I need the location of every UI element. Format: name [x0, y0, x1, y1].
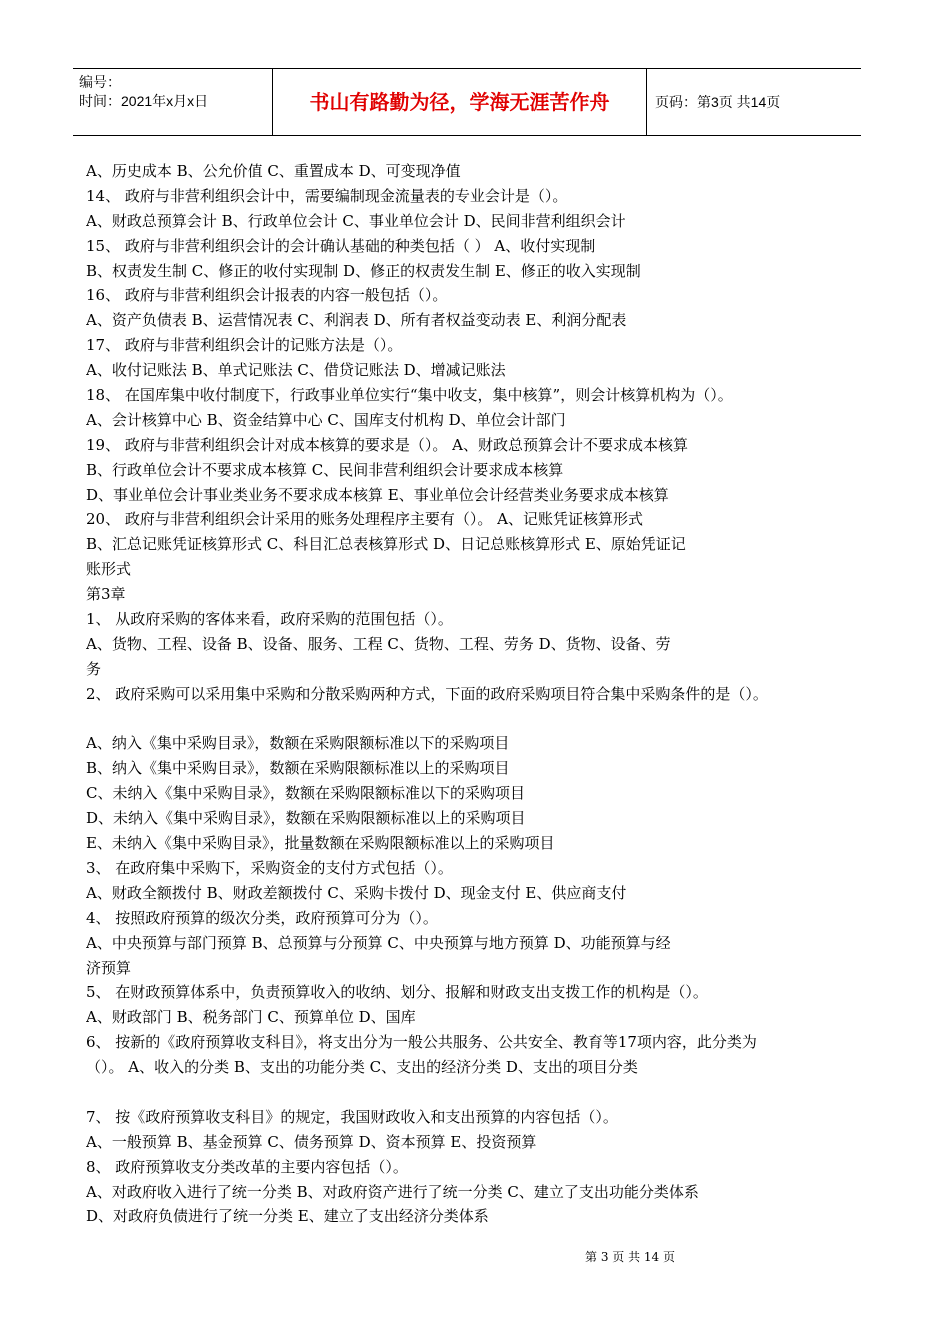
header-meta — [73, 69, 273, 135]
text-line: 8、 政府预算收支分类改革的主要内容包括（）。 — [86, 1157, 408, 1176]
text-line: D、对政府负债进行了统一分类 E、建立了支出经济分类体系 — [86, 1207, 489, 1226]
text-line: 19、 政府与非营利组织会计对成本核算的要求是（）。 A、财政总预算会计不要求成本核算 — [86, 435, 688, 454]
text-line: （）。 A、收入的分类 B、支出的功能分类 C、支出的经济分类 D、支出的项目分类 — [86, 1058, 638, 1077]
text-line: A、货物、工程、设备 B、设备、服务、工程 C、货物、工程、劳务 D、货物、设备、劳 — [86, 634, 671, 653]
text-line: A、纳入《集中采购目录》，数额在采购限额标准以下的采购项目 — [86, 734, 510, 753]
text-line: D、事业单位会计事业类业务不要求成本核算 E、事业单位会计经营类业务要求成本核算 — [86, 485, 669, 504]
text-line: 7、 按《政府预算收支科目》的规定，我国财政收入和支出预算的内容包括（）。 — [86, 1107, 618, 1126]
text-line: A、财政总预算会计 B、行政单位会计 C、事业单位会计 D、民间非营利组织会计 — [86, 211, 626, 230]
text-line: 16、 政府与非营利组织会计报表的内容一般包括（）。 — [86, 286, 448, 305]
text-line: 18、 在国库集中收付制度下，行政事业单位实行“集中收支，集中核算”，则会计核算机构为（）。 — [86, 386, 733, 405]
text-line: A、中央预算与部门预算 B、总预算与分预算 C、中央预算与地方预算 D、功能预算与经 — [86, 933, 671, 952]
text-line: 济预算 — [86, 958, 132, 977]
text-line: A、资产负债表 B、运营情况表 C、利润表 D、所有者权益变动表 E、利润分配表 — [86, 311, 627, 330]
text-line: 6、 按新的《政府预算收支科目》，将支出分为一般公共服务、公共安全、教育等17项内容，此分类为 — [86, 1033, 757, 1052]
text-line: 20、 政府与非营利组织会计采用的账务处理程序主要有（）。 A、记账凭证核算形式 — [86, 510, 643, 529]
text-line: A、一般预算 B、基金预算 C、债务预算 D、资本预算 E、投资预算 — [86, 1132, 537, 1151]
text-line: 2、 政府采购可以采用集中采购和分散采购两种方式，下面的政府采购项目符合集中采购条件的是（）。 — [86, 684, 768, 703]
text-line: 5、 在财政预算体系中，负责预算收入的收纳、划分、报解和财政支出支拨工作的机构是（）。 — [86, 983, 708, 1002]
document-body — [86, 159, 862, 1229]
text-line: 3、 在政府集中采购下，采购资金的支付方式包括（）。 — [86, 858, 453, 877]
page-header — [73, 68, 861, 136]
time-label: 时间：2021年x月x日 — [79, 93, 209, 109]
text-line: D、未纳入《集中采购目录》，数额在采购限额标准以上的采购项目 — [86, 809, 526, 828]
text-line: A、收付记账法 B、单式记账法 C、借贷记账法 D、增减记账法 — [86, 361, 506, 380]
text-line: 15、 政府与非营利组织会计的会计确认基础的种类包括（ ） A、收付实现制 — [86, 236, 596, 255]
text-line: A、历史成本 B、公允价值 C、重置成本 D、可变现净值 — [86, 162, 461, 180]
text-line: 17、 政府与非营利组织会计的记账方法是（）。 — [86, 336, 403, 355]
header-page-label: 页码：第3页 共14页 — [655, 94, 781, 110]
text-line: 1、 从政府采购的客体来看，政府采购的范围包括（）。 — [86, 610, 453, 629]
number-label: 编号： — [79, 74, 121, 90]
text-line: B、汇总记账凭证核算形式 C、科目汇总表核算形式 D、日记总账核算形式 E、原始凭证记 — [86, 535, 686, 554]
text-line: C、未纳入《集中采购目录》，数额在采购限额标准以下的采购项目 — [86, 784, 525, 803]
text-line: 账形式 — [86, 560, 132, 579]
blank-line — [86, 1080, 862, 1105]
header-motto: 书山有路勤为径，学海无涯苦作舟 — [273, 69, 647, 135]
text-line: 14、 政府与非营利组织会计中，需要编制现金流量表的专业会计是（）。 — [86, 186, 568, 205]
page-footer: 第 3 页 共 14 页 — [585, 1250, 675, 1264]
text-line: A、会计核算中心 B、资金结算中心 C、国库支付机构 D、单位会计部门 — [86, 410, 566, 429]
text-line: B、纳入《集中采购目录》，数额在采购限额标准以上的采购项目 — [86, 759, 510, 778]
text-line: B、权责发生制 C、修正的收付实现制 D、修正的权责发生制 E、修正的收入实现制 — [86, 261, 641, 280]
text-line: A、财政部门 B、税务部门 C、预算单位 D、国库 — [86, 1008, 416, 1027]
text-line: A、财政全额拨付 B、财政差额拨付 C、采购卡拨付 D、现金支付 E、供应商支付 — [86, 883, 627, 902]
text-line: 务 — [86, 659, 102, 678]
blank-line — [86, 707, 862, 732]
text-line: 第3章 — [86, 585, 126, 604]
text-line: B、行政单位会计不要求成本核算 C、民间非营利组织会计要求成本核算 — [86, 460, 564, 479]
text-line: E、未纳入《集中采购目录》，批量数额在采购限额标准以上的采购项目 — [86, 834, 555, 853]
text-line: A、对政府收入进行了统一分类 B、对政府资产进行了统一分类 C、建立了支出功能分类体系 — [86, 1182, 699, 1201]
text-line: 4、 按照政府预算的级次分类，政府预算可分为（）。 — [86, 908, 438, 927]
